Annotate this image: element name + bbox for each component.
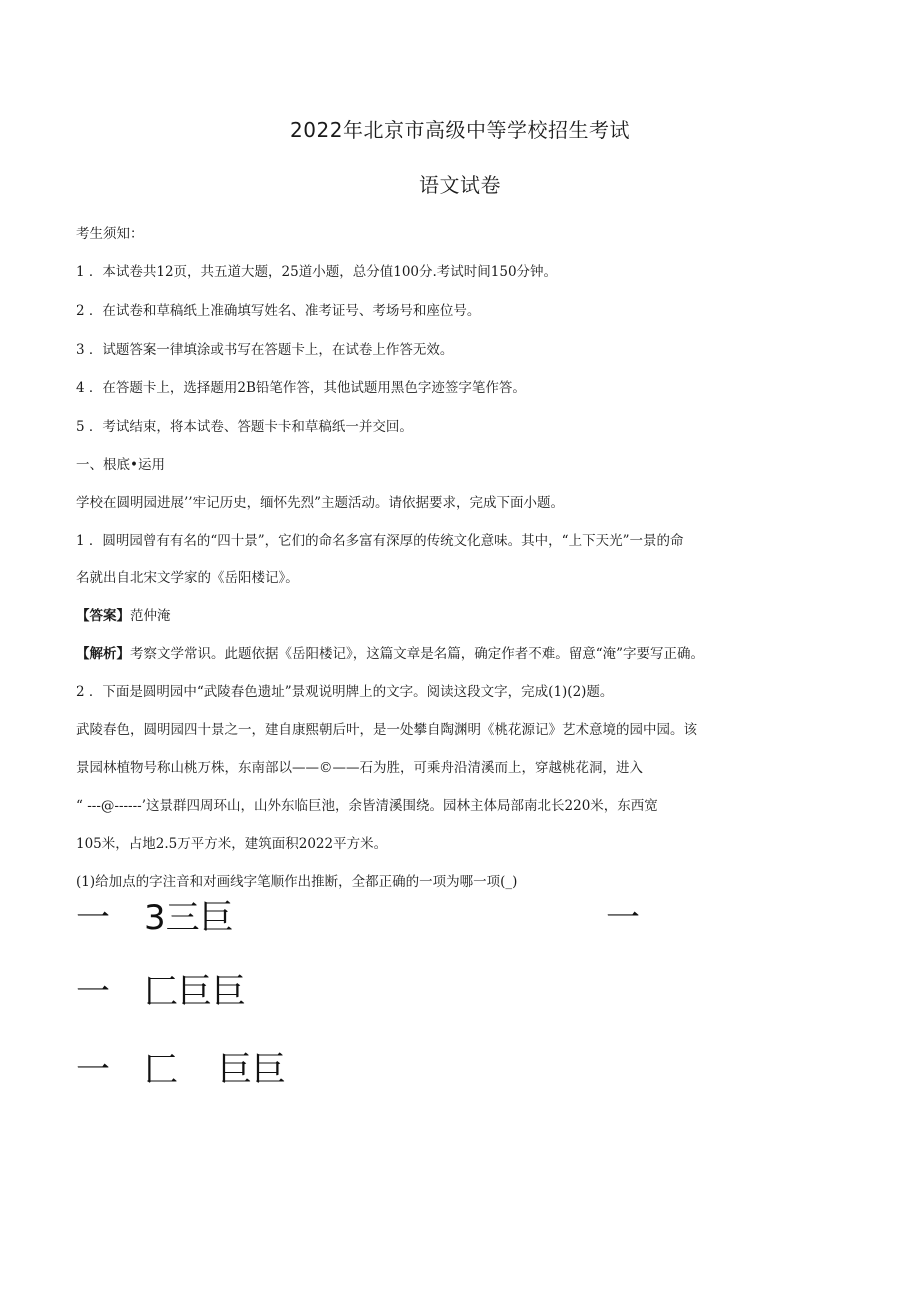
question-1-line: 1 ．圆明园曾有有名的“四十景”，它们的命名多富有深厚的传统文化意味。其中，“上下天光”一景的命: [76, 533, 684, 549]
notice-item: 5 ．考试结束，将本试卷、答题卡卡和草稿纸一并交回。: [76, 419, 413, 435]
option-glyph: 一: [76, 1050, 110, 1090]
answer-label: 【答案】: [76, 608, 130, 624]
passage-line: 武陵春色，圆明园四十景之一，建自康熙朝后叶，是一处攀自陶渊明《桃花源记》艺术意境的园中园。该: [76, 722, 697, 738]
option-glyph: 一: [76, 972, 110, 1012]
passage-line: “ ---@------’这景群四周环山，山外东临巨池，余皆清溪围绕。园林主体局部南北长220米，东西宽: [76, 798, 658, 814]
option-glyph: 一: [76, 898, 110, 938]
section-intro: 学校在圆明园进展’’牢记历史，缅怀先烈”主题活动。请依据要求，完成下面小题。: [76, 495, 564, 511]
notice-item: 3 ．试题答案一律填涂或书写在答题卡上，在试卷上作答无效。: [76, 342, 454, 358]
option-glyph: 匚: [144, 1050, 178, 1090]
exam-title: 2022年北京市高级中等学校招生考试: [290, 118, 630, 142]
answer-line: [76, 606, 856, 626]
exam-subtitle: 语文试卷: [419, 173, 501, 197]
option-glyph: 一: [606, 898, 640, 938]
analysis-line: [76, 644, 856, 664]
sub-question: (1)给加点的字注音和对画线字笔顺作出推断，全都正确的一项为哪一项(_): [76, 874, 518, 890]
passage-line: 105米，占地2.5万平方米，建筑面积2022平方米。: [76, 836, 388, 852]
notice-item: 4 ．在答题卡上，选择题用2B铅笔作答，其他试题用黑色字迹签字笔作答。: [76, 380, 526, 396]
notice-label: 考生须知：: [76, 226, 144, 242]
analysis-label: 【解析】: [76, 646, 130, 662]
answer-text: 范仲淹: [130, 608, 171, 624]
question-1-line: 名就出自北宋文学家的《岳阳楼记》。: [76, 570, 299, 586]
analysis-text: 考察文学常识。此题依据《岳阳楼记》，这篇文章是名篇，确定作者不难。留意“淹”字要写正确。: [130, 646, 705, 662]
passage-line: 景园林植物号称山桃万株，东南部以——©——石为胜，可乘舟沿清溪而上，穿越桃花洞，进入: [76, 760, 643, 776]
notice-item: 1 ．本试卷共12页，共五道大题，25道小题，总分值100分.考试时间150分钟。: [76, 264, 558, 280]
question-2-line: 2 ．下面是圆明园中“武陵春色遗址”景观说明牌上的文字。阅读这段文字，完成(1)(2)题。: [76, 684, 614, 700]
option-glyph: 3三巨: [144, 898, 234, 938]
option-glyph: 巨巨: [218, 1050, 286, 1090]
option-glyph: 匚巨巨: [144, 972, 246, 1012]
section-heading: 一、根底•运用: [76, 457, 165, 473]
notice-item: 2 ．在试卷和草稿纸上准确填写姓名、准考证号、考场号和座位号。: [76, 303, 481, 319]
